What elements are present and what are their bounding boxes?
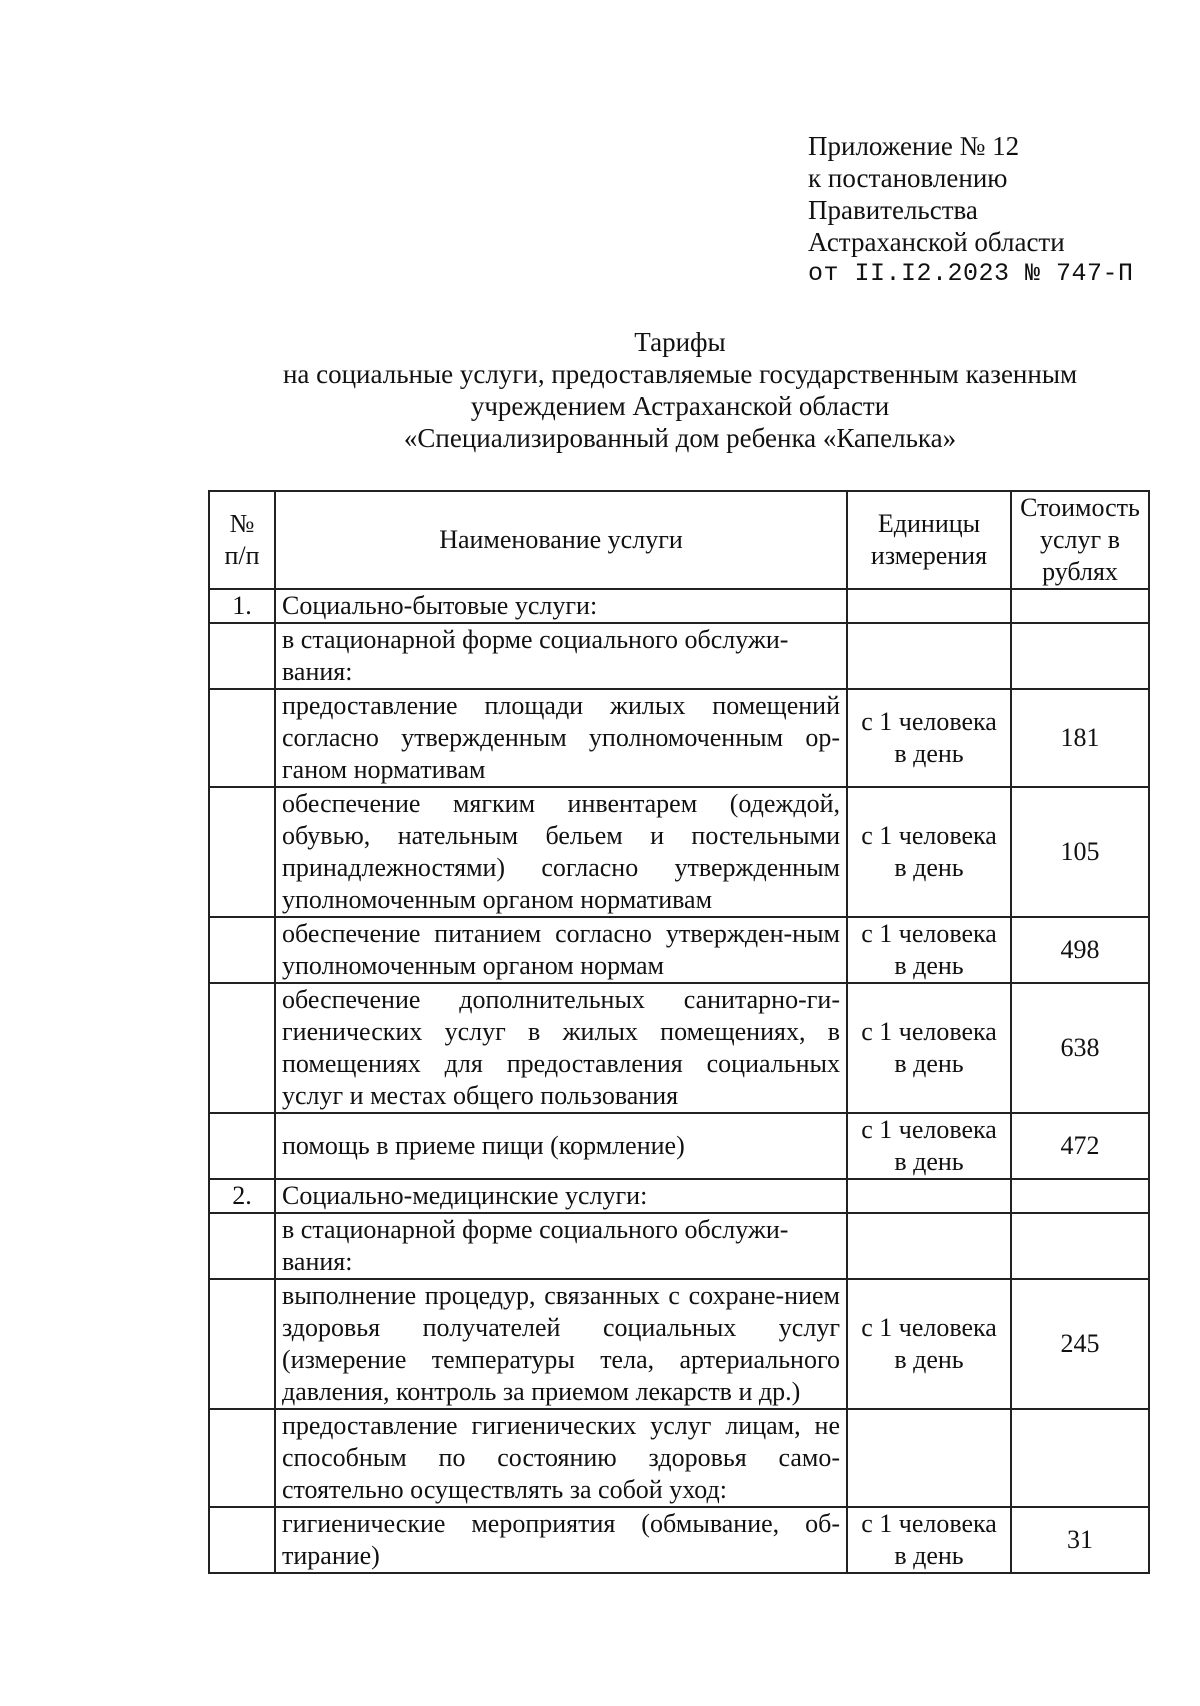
row-unit-line: в день [894, 1049, 964, 1078]
document-title [240, 326, 1120, 454]
row-service-name: в стационарной форме социального обслужи-вания: [275, 1213, 847, 1279]
row-cost [1011, 623, 1149, 689]
row-number [209, 983, 275, 1113]
row-unit-line: с 1 человека [861, 1115, 997, 1144]
appendix-line: Астраханской области [808, 227, 1065, 257]
row-unit-line: в день [894, 1345, 964, 1374]
table-row [209, 1179, 1149, 1213]
header-cost-line: услуг в [1040, 525, 1120, 554]
row-cost: 31 [1011, 1507, 1149, 1573]
row-number [209, 689, 275, 787]
header-number-line: п/п [224, 541, 260, 570]
row-service-name: обеспечение дополнительных санитарно-ги-гиенических услуг в жилых помещениях, в помещениях для предоставления социальных услуг и местах общего пользования [275, 983, 847, 1113]
row-cost [1011, 1213, 1149, 1279]
row-service-name: в стационарной форме социального обслужи-вания: [275, 623, 847, 689]
row-number [209, 787, 275, 917]
row-unit-line: с 1 человека [861, 707, 997, 736]
row-service-name: помощь в приеме пищи (кормление) [275, 1113, 847, 1179]
row-service-name: обеспечение мягким инвентарем (одеждой, обувью, нательным бельем и постельными принадлежностями) согласно утвержденным уполномоченным органом нормативам [275, 787, 847, 917]
row-unit [847, 1179, 1011, 1213]
title-line: Тарифы [634, 327, 726, 357]
row-unit-line: с 1 человека [861, 1017, 997, 1046]
row-service-name: гигиенические мероприятия (обмывание, об-тирание) [275, 1507, 847, 1573]
row-unit [847, 589, 1011, 623]
row-number [209, 1409, 275, 1507]
row-number [209, 1279, 275, 1409]
header-unit-line: измерения [870, 541, 988, 570]
table-row [209, 1507, 1149, 1573]
row-unit-line: в день [894, 853, 964, 882]
tariffs-table [208, 490, 1150, 1574]
row-service-name: выполнение процедур, связанных с сохране-нием здоровья получателей социальных услуг (измерение температуры тела, артериального давления, контроль за приемом лекарств и др.) [275, 1279, 847, 1409]
row-service-name: Социально-бытовые услуги: [275, 589, 847, 623]
header-unit [847, 491, 1011, 589]
table-row [209, 1213, 1149, 1279]
header-number-line: № [229, 509, 255, 538]
row-unit-line: с 1 человека [861, 1313, 997, 1342]
row-cost: 638 [1011, 983, 1149, 1113]
appendix-block [808, 130, 1134, 290]
row-service-name: предоставление гигиенических услуг лицам, не способным по состоянию здоровья само-стоятельно осуществлять за собой уход: [275, 1409, 847, 1507]
table-row [209, 1279, 1149, 1409]
row-number: 2. [209, 1179, 275, 1213]
row-cost: 105 [1011, 787, 1149, 917]
row-unit [847, 1409, 1011, 1507]
row-unit [847, 689, 1011, 787]
title-line: учреждением Астраханской области [470, 391, 890, 421]
row-number [209, 1507, 275, 1573]
table-row [209, 689, 1149, 787]
table-row [209, 623, 1149, 689]
table-header-row [209, 491, 1149, 589]
table-row [209, 1113, 1149, 1179]
header-cost [1011, 491, 1149, 589]
row-service-name: Социально-медицинские услуги: [275, 1179, 847, 1213]
row-unit [847, 917, 1011, 983]
row-number: 1. [209, 589, 275, 623]
row-unit [847, 1113, 1011, 1179]
table-row [209, 589, 1149, 623]
row-cost: 498 [1011, 917, 1149, 983]
row-unit-line: с 1 человека [861, 919, 997, 948]
row-cost [1011, 1409, 1149, 1507]
row-number [209, 1213, 275, 1279]
row-unit-line: в день [894, 1147, 964, 1176]
decree-reference: от II.I2.2023 № 747-П [808, 259, 1134, 288]
row-unit [847, 623, 1011, 689]
row-cost: 472 [1011, 1113, 1149, 1179]
appendix-line: к постановлению [808, 163, 1008, 193]
row-unit [847, 1279, 1011, 1409]
row-cost: 181 [1011, 689, 1149, 787]
header-cost-line: Стоимость [1020, 493, 1140, 522]
table-row [209, 983, 1149, 1113]
row-unit-line: с 1 человека [861, 821, 997, 850]
title-line: «Специализированный дом ребенка «Капелька» [403, 423, 957, 453]
row-unit [847, 1507, 1011, 1573]
row-unit-line: в день [894, 1541, 964, 1570]
row-cost [1011, 1179, 1149, 1213]
table-row [209, 917, 1149, 983]
row-unit [847, 1213, 1011, 1279]
row-unit-line: в день [894, 739, 964, 768]
header-service-name: Наименование услуги [275, 491, 847, 589]
appendix-line: Приложение № 12 [808, 131, 1020, 161]
header-unit-line: Единицы [877, 509, 981, 538]
table-row [209, 1409, 1149, 1507]
table-row [209, 787, 1149, 917]
appendix-line: Правительства [808, 195, 978, 225]
title-line: на социальные услуги, предоставляемые государственным казенным [282, 359, 1078, 389]
header-number [209, 491, 275, 589]
row-unit [847, 983, 1011, 1113]
row-service-name: предоставление площади жилых помещений согласно утвержденным уполномоченным ор-ганом нормативам [275, 689, 847, 787]
row-number [209, 1113, 275, 1179]
row-unit-line: в день [894, 951, 964, 980]
row-number [209, 917, 275, 983]
row-unit [847, 787, 1011, 917]
table-body [209, 589, 1149, 1573]
row-cost [1011, 589, 1149, 623]
row-cost: 245 [1011, 1279, 1149, 1409]
row-service-name: обеспечение питанием согласно утвержден-ным уполномоченным органом нормам [275, 917, 847, 983]
row-number [209, 623, 275, 689]
row-unit-line: с 1 человека [861, 1509, 997, 1538]
header-cost-line: рублях [1042, 557, 1118, 586]
